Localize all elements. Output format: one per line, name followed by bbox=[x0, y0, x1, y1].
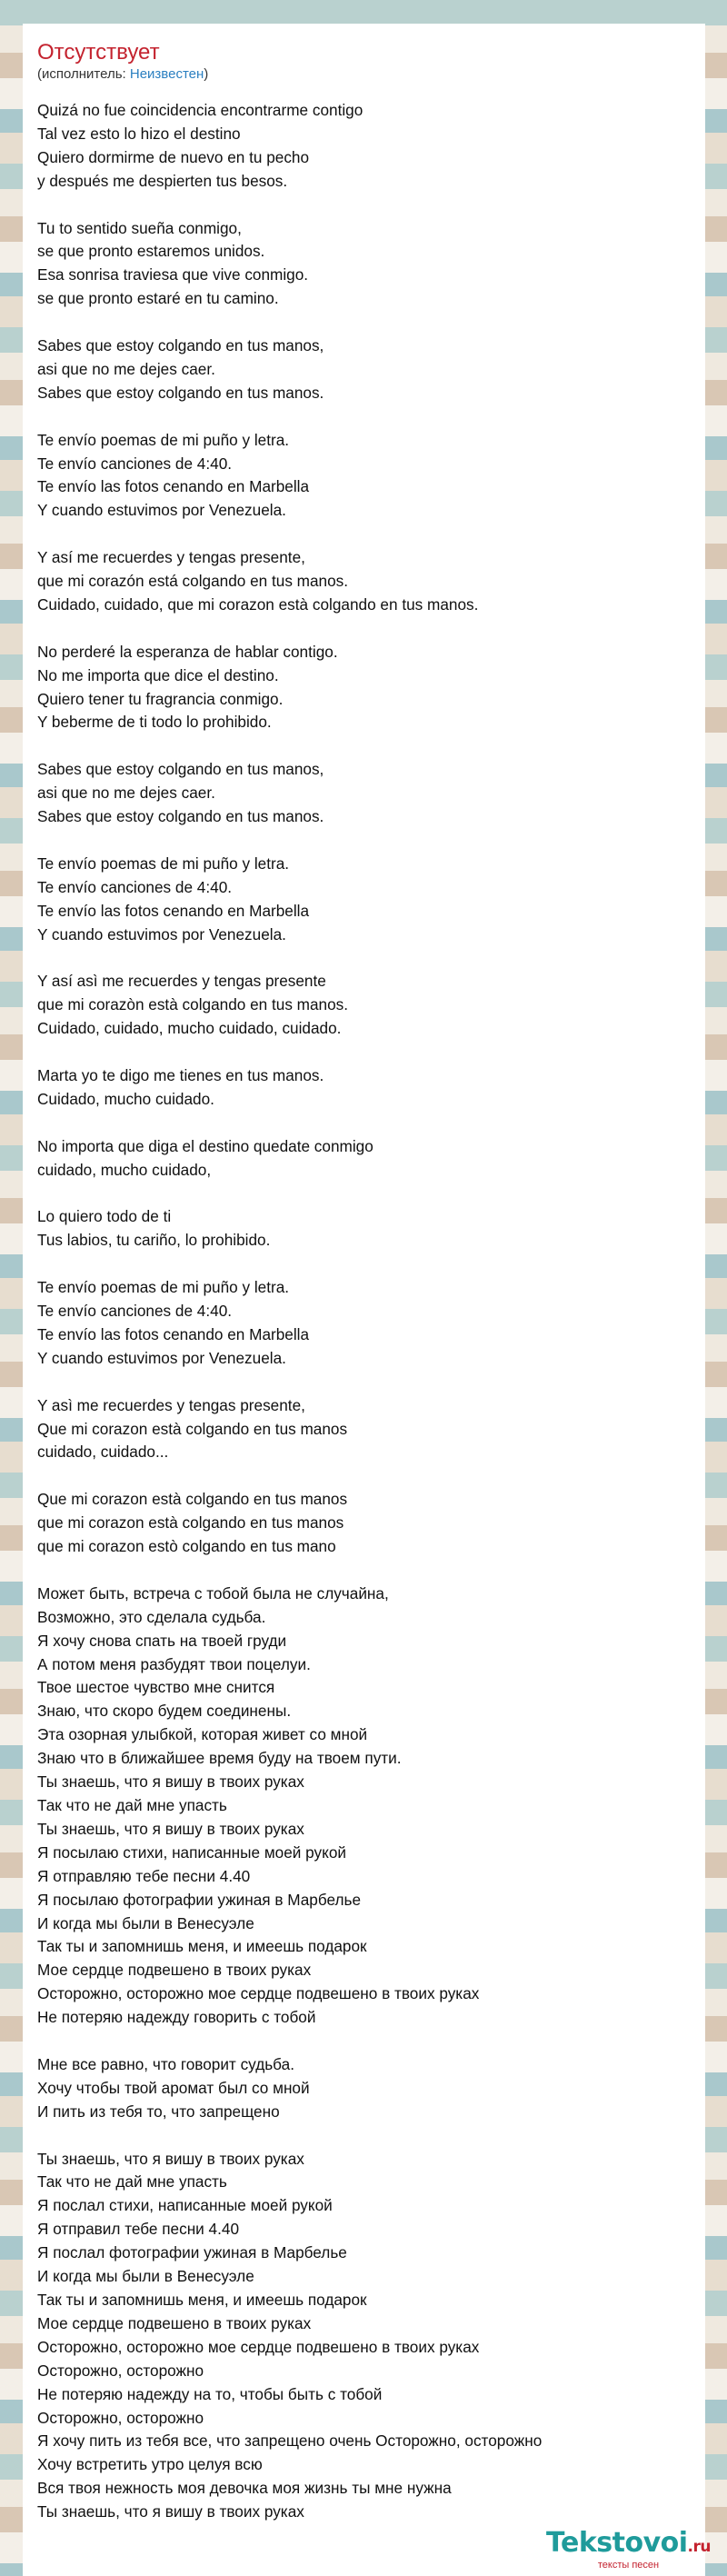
lyric-line: Я хочу пить из тебя все, что запрещено очень Осторожно, осторожно bbox=[37, 2431, 543, 2451]
lyric-line: Lo quiero todo de ti bbox=[37, 1207, 172, 1226]
lyric-line: Quiero tener tu fragrancia conmigo. bbox=[37, 689, 284, 708]
lyric-line: Te envío las fotos cenando en Marbella bbox=[37, 477, 310, 496]
lyric-line: que mi corazon està colgando en tus manos bbox=[37, 1513, 344, 1533]
lyrics-stanza bbox=[37, 1135, 705, 1183]
lyric-line: Marta yo te digo me tienes en tus manos. bbox=[37, 1066, 324, 1085]
logo-suffix: .ru bbox=[687, 2538, 711, 2556]
lyric-line: Ты знаешь, что я вишу в твоих руках bbox=[37, 2149, 304, 2168]
lyric-line: Я хочу снова спать на твоей груди bbox=[37, 1631, 287, 1650]
lyric-line: Quiero dormirme de nuevo en tu pecho bbox=[37, 147, 310, 166]
lyric-line: Quizá no fue coincidencia encontrarme contigo bbox=[37, 101, 364, 119]
lyric-line: Y asì me recuerdes y tengas presente, bbox=[37, 1395, 305, 1414]
lyrics-stanza bbox=[37, 1488, 705, 1559]
lyric-line: Que mi corazon està colgando en tus manos bbox=[37, 1419, 348, 1438]
performer-link[interactable]: Неизвестен bbox=[129, 66, 204, 82]
lyric-line: que mi corazon estò colgando en tus mano bbox=[37, 1537, 336, 1556]
lyric-line: Que mi corazon està colgando en tus manos bbox=[37, 1490, 348, 1509]
lyric-line: Ты знаешь, что я вишу в твоих руках bbox=[37, 2502, 304, 2521]
lyrics-stanza bbox=[37, 99, 705, 194]
lyrics-card bbox=[23, 24, 705, 2576]
lyrics-stanza bbox=[37, 1205, 705, 1253]
lyric-line: y después me despierten tus besos. bbox=[37, 171, 288, 190]
lyric-line: Я послал фотографии ужиная в Марбелье bbox=[37, 2243, 347, 2262]
lyric-line: Cuidado, cuidado, que mi corazon està colgando en tus manos. bbox=[37, 594, 479, 614]
lyric-line: Не потеряю надежду на то, чтобы быть с тобой bbox=[37, 2384, 383, 2403]
lyric-line: И пить из тебя то, что запрещено bbox=[37, 2102, 280, 2121]
lyric-line: Y cuando estuvimos por Venezuela. bbox=[37, 1348, 286, 1367]
lyric-line: Cuidado, cuidado, mucho cuidado, cuidado. bbox=[37, 1019, 342, 1038]
lyric-line: Sabes que estoy colgando en tus manos. bbox=[37, 807, 324, 826]
lyric-line: Я отправил тебе песни 4.40 bbox=[37, 2220, 240, 2239]
lyric-line: Так что не дай мне упасть bbox=[37, 1796, 227, 1815]
lyrics-stanza bbox=[37, 1583, 705, 2030]
lyric-line: Y cuando estuvimos por Venezuela. bbox=[37, 501, 286, 520]
lyric-line: Не потеряю надежду говорить с тобой bbox=[37, 2008, 316, 2027]
lyric-line: se que pronto estaré en tu camino. bbox=[37, 289, 279, 308]
lyrics-stanza bbox=[37, 1394, 705, 1465]
lyric-line: Так что не дай мне упасть bbox=[37, 2172, 227, 2192]
lyric-line: Знаю, что скоро будем соединены. bbox=[37, 1702, 292, 1721]
lyric-line: Te envío las fotos cenando en Marbella bbox=[37, 901, 310, 920]
lyric-line: que mi corazòn està colgando en tus manos. bbox=[37, 995, 349, 1014]
lyric-line: Я посылаю фотографии ужиная в Марбелье bbox=[37, 1890, 362, 1909]
lyric-line: Y cuando estuvimos por Venezuela. bbox=[37, 924, 286, 944]
song-title: Отсутствует bbox=[37, 40, 160, 65]
lyrics-stanza bbox=[37, 853, 705, 947]
lyrics-stanza bbox=[37, 758, 705, 829]
lyric-line: Cuidado, mucho cuidado. bbox=[37, 1089, 214, 1108]
lyric-line: Te envío poemas de mi puño y letra. bbox=[37, 854, 290, 873]
lyric-line: Y beberme de ti todo lo prohibido. bbox=[37, 713, 272, 732]
lyric-line: Te envío canciones de 4:40. bbox=[37, 454, 233, 473]
lyric-line: Y así asì me recuerdes y tengas presente bbox=[37, 972, 326, 991]
logo-tagline: тексты песен bbox=[597, 2560, 660, 2571]
lyrics-body bbox=[37, 99, 705, 2524]
lyric-line: asi que no me dejes caer. bbox=[37, 784, 215, 803]
lyrics-stanza bbox=[37, 546, 705, 617]
lyric-line: Вся твоя нежность моя девочка моя жизнь ты мне нужна bbox=[37, 2479, 452, 2498]
lyric-line: Осторожно, осторожно мое сердце подвешено в твоих руках bbox=[37, 1984, 480, 2003]
lyric-line: Я посылаю стихи, написанные моей рукой bbox=[37, 1842, 346, 1862]
lyrics-stanza bbox=[37, 1276, 705, 1371]
lyric-line: Te envío poemas de mi puño y letra. bbox=[37, 1278, 290, 1297]
lyrics-stanza bbox=[37, 1064, 705, 1112]
lyric-line: Te envío canciones de 4:40. bbox=[37, 1302, 233, 1321]
lyric-line: Так ты и запомнишь меня, и имеешь подарок bbox=[37, 1937, 367, 1956]
lyric-line: Возможно, это сделала судьба. bbox=[37, 1607, 266, 1626]
lyric-line: Осторожно, осторожно мое сердце подвешено в твоих руках bbox=[37, 2337, 480, 2356]
lyric-line: Мне все равно, что говорит судьба. bbox=[37, 2054, 294, 2073]
lyrics-stanza bbox=[37, 217, 705, 312]
lyric-line: Твое шестое чувство мне снится bbox=[37, 1678, 275, 1697]
lyric-line: Знаю что в ближайшее время буду на твоем пути. bbox=[37, 1749, 402, 1768]
performer-label: (исполнитель: bbox=[37, 66, 130, 82]
site-logo bbox=[546, 2529, 711, 2561]
lyric-line: se que pronto estaremos unidos. bbox=[37, 242, 265, 261]
lyric-line: Te envío las fotos cenando en Marbella bbox=[37, 1324, 310, 1343]
lyric-line: Так ты и запомнишь меня, и имеешь подарок bbox=[37, 2291, 367, 2310]
lyric-line: Esa sonrisa traviesa que vive conmigo. bbox=[37, 265, 309, 285]
lyric-line: Ты знаешь, что я вишу в твоих руках bbox=[37, 1772, 304, 1792]
lyric-line: Эта озорная улыбкой, которая живет со мной bbox=[37, 1725, 368, 1744]
lyrics-stanza bbox=[37, 429, 705, 524]
lyric-line: Tus labios, tu cariño, lo prohibido. bbox=[37, 1231, 271, 1250]
logo-name: Tekstovoi bbox=[546, 2527, 688, 2559]
lyric-line: No me importa que dice el destino. bbox=[37, 665, 279, 684]
lyric-line: Хочу встретить утро целуя всю bbox=[37, 2455, 263, 2474]
lyric-line: que mi corazón está colgando en tus manos. bbox=[37, 572, 349, 591]
lyric-line: Y así me recuerdes y tengas presente, bbox=[37, 548, 305, 567]
lyric-line: Te envío canciones de 4:40. bbox=[37, 877, 233, 896]
lyric-line: cuidado, cuidado... bbox=[37, 1443, 169, 1462]
performer-close: ) bbox=[204, 66, 209, 82]
lyrics-stanza bbox=[37, 2148, 705, 2525]
lyric-line: Я послал стихи, написанные моей рукой bbox=[37, 2196, 333, 2215]
lyric-line: cuidado, mucho cuidado, bbox=[37, 1160, 212, 1179]
lyric-line: No perderé la esperanza de hablar contigo. bbox=[37, 642, 338, 661]
lyric-line: Осторожно, осторожно bbox=[37, 2361, 204, 2380]
lyric-line: Sabes que estoy colgando en tus manos. bbox=[37, 383, 324, 402]
performer-line bbox=[37, 66, 705, 83]
lyric-line: Может быть, встреча с тобой была не случайна, bbox=[37, 1583, 389, 1603]
lyrics-stanza bbox=[37, 2053, 705, 2124]
lyrics-stanza bbox=[37, 641, 705, 735]
lyric-line: Sabes que estoy colgando en tus manos, bbox=[37, 336, 324, 355]
lyrics-stanza bbox=[37, 970, 705, 1041]
lyric-line: Осторожно, осторожно bbox=[37, 2408, 204, 2427]
site-watermark bbox=[546, 2529, 711, 2571]
lyric-line: И когда мы были в Венесуэле bbox=[37, 2267, 254, 2286]
lyric-line: Хочу чтобы твой аромат был со мной bbox=[37, 2078, 310, 2097]
lyric-line: Te envío poemas de mi puño y letra. bbox=[37, 430, 290, 449]
lyrics-stanza bbox=[37, 334, 705, 405]
lyric-line: А потом меня разбудят твои поцелуи. bbox=[37, 1654, 311, 1673]
lyric-line: Tal vez esto lo hizo el destino bbox=[37, 124, 241, 143]
lyric-line: Я отправляю тебе песни 4.40 bbox=[37, 1866, 251, 1885]
lyric-line: Sabes que estoy colgando en tus manos, bbox=[37, 760, 324, 779]
lyric-line: Tu to sentido sueña conmigo, bbox=[37, 218, 242, 237]
lyric-line: asi que no me dejes caer. bbox=[37, 359, 215, 378]
lyric-line: Мое сердце подвешено в твоих руках bbox=[37, 1961, 312, 1980]
lyric-line: И когда мы были в Венесуэле bbox=[37, 1913, 254, 1932]
lyric-line: Мое сердце подвешено в твоих руках bbox=[37, 2313, 312, 2332]
lyric-line: No importa que diga el destino quedate conmigo bbox=[37, 1136, 373, 1155]
lyric-line: Ты знаешь, что я вишу в твоих руках bbox=[37, 1819, 304, 1838]
